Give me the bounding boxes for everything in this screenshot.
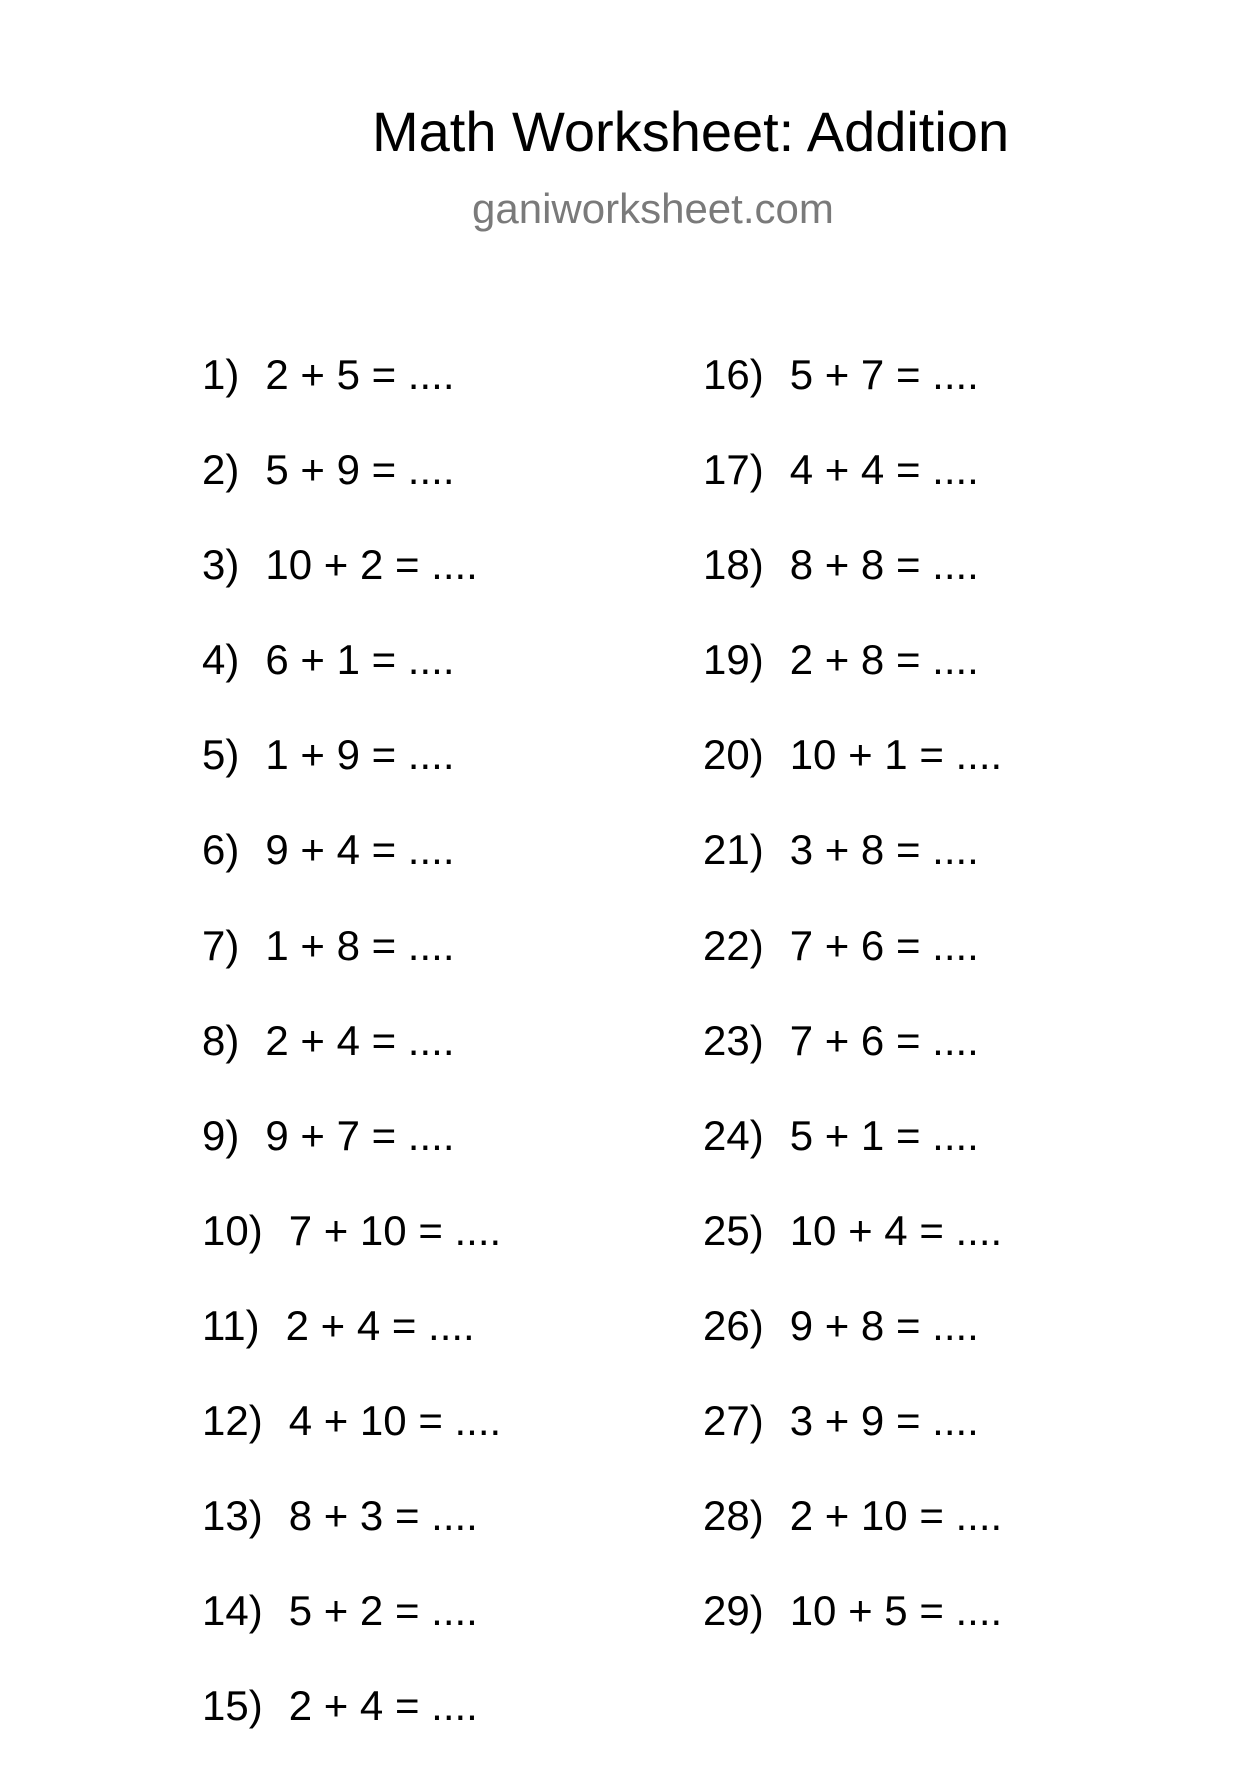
problem-expression: 5 + 1 = .... xyxy=(789,1111,979,1159)
problem-number: 9) xyxy=(202,1111,240,1159)
problem-number: 14) xyxy=(202,1587,263,1635)
problem-expression: 9 + 7 = .... xyxy=(265,1111,455,1159)
problem-expression: 4 + 4 = .... xyxy=(789,446,979,494)
problem-number: 4) xyxy=(202,636,240,684)
problem-item xyxy=(202,1206,501,1301)
problem-expression: 7 + 6 = .... xyxy=(789,1016,979,1064)
problem-item xyxy=(202,540,501,635)
problem-expression: 9 + 4 = .... xyxy=(265,826,455,874)
problem-item xyxy=(703,635,1002,730)
problem-number: 15) xyxy=(202,1682,263,1730)
problem-expression: 2 + 10 = .... xyxy=(789,1492,1003,1540)
problem-expression: 3 + 8 = .... xyxy=(789,826,979,874)
problem-number: 1) xyxy=(202,351,240,398)
problem-item xyxy=(703,540,1002,635)
problem-item xyxy=(703,1586,1002,1681)
problem-number: 27) xyxy=(703,1397,764,1445)
problem-item xyxy=(703,1491,1002,1586)
problem-item xyxy=(202,445,501,540)
problem-expression: 10 + 5 = .... xyxy=(789,1587,1003,1635)
problem-item xyxy=(703,1396,1002,1491)
problem-item xyxy=(703,350,1002,445)
problem-expression: 2 + 4 = .... xyxy=(285,1301,475,1349)
problem-item xyxy=(202,1681,501,1776)
problem-number: 3) xyxy=(202,541,240,589)
problem-number: 6) xyxy=(202,826,240,874)
problem-item xyxy=(202,730,501,825)
problem-number: 25) xyxy=(703,1206,764,1254)
problem-number: 13) xyxy=(202,1492,263,1540)
problem-number: 18) xyxy=(703,541,764,589)
problem-expression: 1 + 9 = .... xyxy=(265,731,455,779)
problem-item xyxy=(202,635,501,730)
problem-expression: 2 + 8 = .... xyxy=(789,636,979,684)
problem-item xyxy=(703,1111,1002,1206)
problem-number: 2) xyxy=(202,446,240,494)
problem-number: 19) xyxy=(703,636,764,684)
problem-expression: 1 + 8 = .... xyxy=(265,921,455,969)
problem-item xyxy=(703,730,1002,825)
problem-item xyxy=(202,1016,501,1111)
problem-expression: 8 + 3 = .... xyxy=(288,1492,478,1540)
problem-item xyxy=(202,1396,501,1491)
problem-number: 26) xyxy=(703,1301,764,1349)
problem-item xyxy=(202,825,501,920)
problem-number: 23) xyxy=(703,1016,764,1064)
problem-item xyxy=(202,1586,501,1681)
problem-number: 28) xyxy=(703,1492,764,1540)
problem-number: 22) xyxy=(703,921,764,969)
problem-item xyxy=(202,1491,501,1586)
problem-item xyxy=(202,350,501,445)
problem-item xyxy=(703,921,1002,1016)
problem-number: 8) xyxy=(202,1016,240,1064)
problem-column-left xyxy=(202,350,501,1776)
problem-number: 10) xyxy=(202,1206,263,1254)
problem-expression: 6 + 1 = .... xyxy=(265,636,455,684)
problem-number: 29) xyxy=(703,1587,764,1635)
problem-number: 17) xyxy=(703,446,764,494)
problem-column-right xyxy=(703,350,1002,1681)
problem-item xyxy=(202,1111,501,1206)
problem-number: 7) xyxy=(202,921,240,969)
problem-expression: 3 + 9 = .... xyxy=(789,1397,979,1445)
problem-expression: 10 + 4 = .... xyxy=(789,1206,1003,1254)
problem-expression: 5 + 9 = .... xyxy=(265,446,455,494)
problem-expression: 7 + 6 = .... xyxy=(789,921,979,969)
problem-item xyxy=(202,921,501,1016)
problem-number: 5) xyxy=(202,731,240,779)
problem-number: 11) xyxy=(202,1301,260,1349)
problem-item xyxy=(703,1301,1002,1396)
problem-item xyxy=(703,825,1002,920)
problem-expression: 2 + 4 = .... xyxy=(288,1682,478,1730)
problem-item xyxy=(703,1016,1002,1111)
problem-expression: 5 + 7 = .... xyxy=(789,351,979,398)
problem-expression: 9 + 8 = .... xyxy=(789,1301,979,1349)
page-title: Math Worksheet: Addition xyxy=(372,100,1010,163)
problem-item xyxy=(202,1301,501,1396)
problem-expression: 5 + 2 = .... xyxy=(288,1587,478,1635)
problem-item xyxy=(703,1206,1002,1301)
problem-expression: 2 + 5 = .... xyxy=(265,351,455,398)
problem-expression: 10 + 1 = .... xyxy=(789,731,1003,779)
problem-number: 12) xyxy=(202,1397,263,1445)
site-url: ganiworksheet.com xyxy=(472,185,834,232)
problem-item xyxy=(703,445,1002,540)
problem-expression: 2 + 4 = .... xyxy=(265,1016,455,1064)
problem-number: 20) xyxy=(703,731,764,779)
problem-expression: 8 + 8 = .... xyxy=(789,541,979,589)
problem-expression: 10 + 2 = .... xyxy=(265,541,478,589)
problem-expression: 7 + 10 = .... xyxy=(288,1206,502,1254)
problem-expression: 4 + 10 = .... xyxy=(288,1397,502,1445)
problem-number: 21) xyxy=(703,826,764,874)
problem-number: 24) xyxy=(703,1111,764,1159)
problem-number: 16) xyxy=(703,351,764,398)
